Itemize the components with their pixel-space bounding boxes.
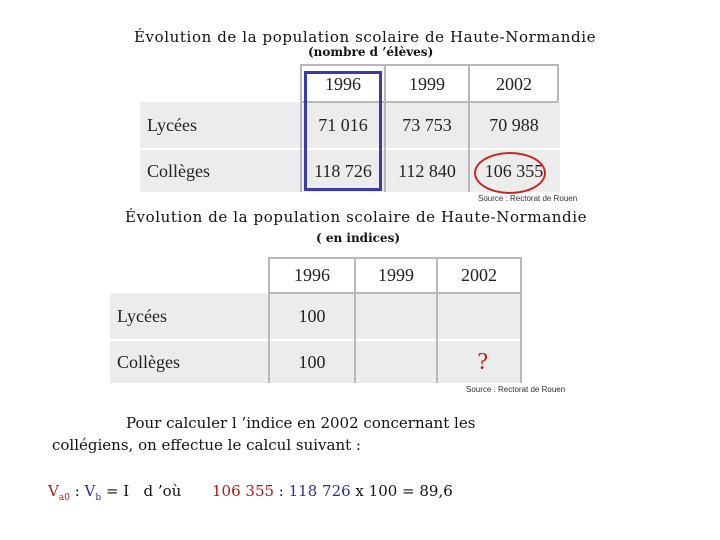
table2 (110, 257, 522, 383)
table1-year-header: 1996 (325, 73, 361, 94)
table1-source: Source : Rectorat de Rouen (478, 194, 578, 203)
formula-vb: $V_b$ (84, 482, 102, 503)
unknown-index-question-mark: ? (477, 348, 488, 375)
table2-year-header: 1999 (378, 264, 414, 285)
table1-cell: 106 355 (484, 160, 544, 181)
formula-numerator: 106 355 (212, 482, 275, 500)
table2-year-header: 2002 (461, 264, 497, 285)
table1-cell: 112 840 (398, 160, 456, 181)
table1-year-header: 2002 (496, 73, 532, 94)
table2-title: Évolution de la population scolaire de Haute-Normandie (125, 208, 588, 226)
table2-source: Source : Rectorat de Rouen (466, 385, 566, 394)
explanation-line-1: Pour calculer l ’indice en 2002 concernant les (126, 414, 476, 432)
table1-row-label: Collèges (147, 160, 210, 181)
table2-cell: 100 (298, 305, 326, 326)
table2-row-label: Lycées (117, 305, 167, 326)
table1-subtitle: (nombre d ’élèves) (308, 45, 434, 59)
column-1996-highlight (304, 71, 382, 191)
table2-row-label: Collèges (117, 351, 180, 372)
table2-cell (438, 293, 520, 339)
value-2002-highlight-ellipse (474, 152, 546, 194)
table1-cell: 70 988 (489, 114, 539, 135)
formula-result: x 100 = 89,6 (350, 482, 453, 500)
table1-cell: 118 726 (314, 160, 372, 181)
table1-row-label: Lycées (147, 114, 197, 135)
explanation-line-2: collégiens, on effectue le calcul suivant : (52, 436, 361, 454)
table1 (140, 64, 560, 192)
table1-year-header: 1999 (409, 73, 445, 94)
table2-cell (356, 341, 436, 383)
formula-va: $V_{a0}$ (48, 482, 70, 503)
table1-cell: 71 016 (318, 114, 368, 135)
table2-year-header: 1996 (294, 264, 330, 285)
table2-divider (520, 257, 522, 383)
table1-title: Évolution de la population scolaire de Haute-Normandie (134, 28, 597, 46)
table2-cell (356, 293, 436, 339)
formula-definition: $V_{a0}$ : $V_b = I$ d ’où (48, 482, 182, 503)
formula-calculation: 106 355 : 118 726 x 100 = 89,6 (212, 482, 453, 500)
table1-cell: 73 753 (402, 114, 452, 135)
table2-cell: 100 (298, 351, 326, 372)
formula-denominator: 118 726 (288, 482, 351, 500)
table2-subtitle: ( en indices) (316, 231, 400, 245)
